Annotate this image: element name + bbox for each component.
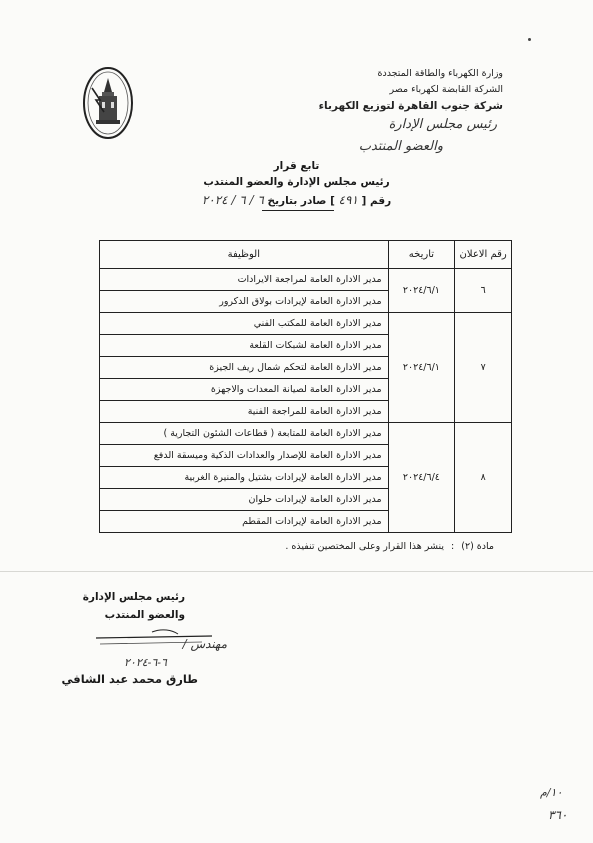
company-logo — [82, 66, 134, 140]
corner-note-line2: ٣٦٠ — [548, 808, 568, 822]
scan-line — [0, 571, 593, 572]
handwritten-approval-line2: والعضو المنتدب — [358, 139, 443, 154]
decision-number-value: ٤٩١ — [338, 193, 358, 207]
article-colon: : — [451, 541, 455, 552]
job-cell: مدير الادارة العامة لتحكم شمال ريف الجيزة — [100, 357, 389, 379]
decision-issuer: رئيس مجلس الإدارة والعضو المنتدب — [203, 176, 390, 188]
decision-number-line — [0, 193, 593, 207]
job-cell: مدير الادارة العامة لإيرادات بشتيل والمنيرة الغربية — [100, 467, 389, 489]
title-underline — [262, 210, 334, 211]
article-line — [285, 541, 494, 552]
article-label: مادة (٢) — [461, 541, 494, 552]
header-date: تاريخه — [388, 241, 455, 269]
job-cell: مدير الادارة العامة لإيرادات بولاق الدكرور — [100, 291, 389, 313]
job-cell: مدير الادارة العامة للمتابعة ( قطاعات الشئون التجارية ) — [100, 423, 389, 445]
job-cell: مدير الادارة العامة للإصدار والعدادات الذكية وميسقة الدفع — [100, 445, 389, 467]
ad-date-cell: ٢٠٢٤/٦/١ — [388, 313, 455, 423]
job-cell: مدير الادارة العامة للمكتب الفني — [100, 313, 389, 335]
ministry-name: وزارة الكهرباء والطاقة المتجددة — [377, 68, 503, 79]
table-header-row — [100, 241, 512, 269]
decision-follow-title: تابع قرار — [273, 160, 320, 172]
ad-date-cell: ٢٠٢٤/٦/١ — [388, 269, 455, 313]
signature-title-line1: رئيس مجلس الإدارة — [82, 591, 185, 603]
job-cell: مدير الادارة العامة لمراجعة الايرادات — [100, 269, 389, 291]
decision-issued-date: ٦ / ٦ / ٢٠٢٤ — [201, 193, 264, 207]
holding-company-name: الشركة القابضة لكهرباء مصر — [389, 84, 503, 95]
signature-prefix: مهندس / — [182, 637, 227, 651]
table-row — [100, 423, 512, 445]
decision-number-label: رقم [ — [361, 195, 392, 207]
scan-speck — [528, 38, 531, 41]
table-row — [100, 269, 512, 291]
job-cell: مدير الادارة العامة لإيرادات المقطم — [100, 511, 389, 533]
job-cell: مدير الادارة العامة لإيرادات حلوان — [100, 489, 389, 511]
job-cell: مدير الادارة العامة لشبكات القلعة — [100, 335, 389, 357]
company-name: شركة جنوب القاهرة لتوزيع الكهرباء — [318, 100, 503, 112]
jobs-table — [99, 240, 512, 533]
decision-issued-label: ] صادر بتاريخ — [267, 195, 335, 207]
table-row — [100, 313, 512, 335]
signature-date: ٦-٦-٢٠٢٤ — [124, 656, 167, 669]
job-cell: مدير الادارة العامة لصيانة المعدات والاجهزة — [100, 379, 389, 401]
ad-number-cell: ٨ — [455, 423, 512, 533]
ad-number-cell: ٦ — [455, 269, 512, 313]
job-cell: مدير الادارة العامة للمراجعة الفنية — [100, 401, 389, 423]
signature-title-line2: والعضو المنتدب — [104, 609, 185, 621]
handwritten-approval-line1: رئيس مجلس الإدارة — [388, 117, 497, 132]
article-text: ينشر هذا القرار وعلى المختصين تنفيذه . — [285, 541, 444, 552]
ad-date-cell: ٢٠٢٤/٦/٤ — [388, 423, 455, 533]
ad-number-cell: ٧ — [455, 313, 512, 423]
signatory-name: طارق محمد عبد الشافي — [61, 672, 198, 686]
header-ad-number: رقم الاعلان — [455, 241, 512, 269]
header-job: الوظيفة — [100, 241, 389, 269]
corner-note-line1: ١٠/م — [540, 786, 563, 799]
